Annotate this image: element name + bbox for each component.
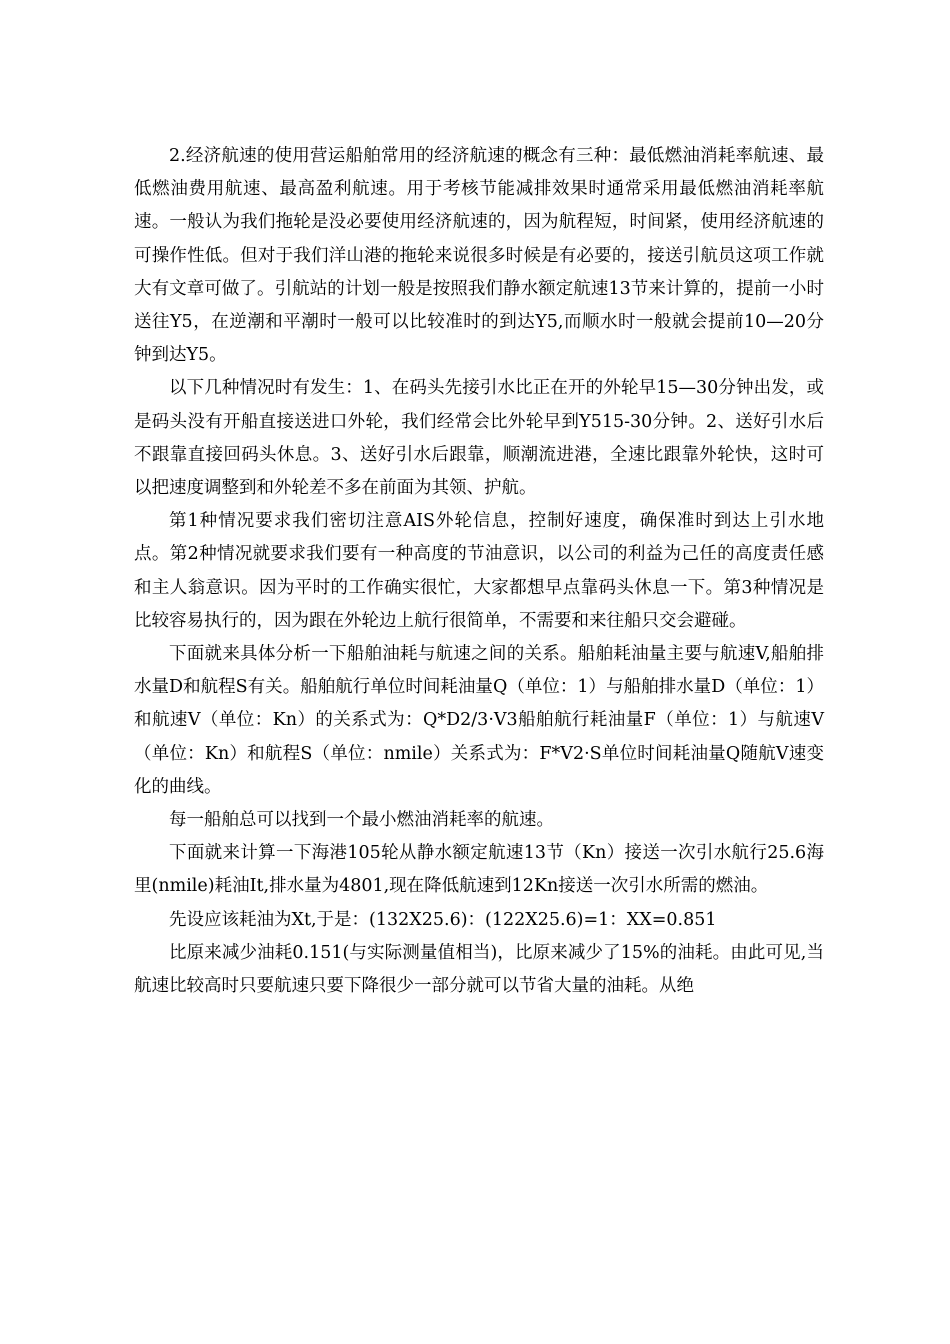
paragraph-min-consumption: 每一船舶总可以找到一个最小燃油消耗率的航速。 (169, 810, 554, 831)
paragraph-fuel-speed-relation: 下面就来具体分析一下船舶油耗与航速之间的关系。船舶耗油量主要与航速V,船舶排水量D和航程S有关。船舶航行单位时间耗油量Q（单位：1）与船舶排水量D（单位：1）和航速V（单位：Kn）的关系式为：Q*D2/3·V3船舶航行耗油量F（单位：1）与航速V（单位：Kn）和航程S（单位：nmile）关系式为：F*V2·S单位时间耗油量Q随航V速变化的曲线。 (134, 644, 824, 797)
paragraph-conclusion: 比原来减少油耗0.151(与实际测量值相当)，比原来减少了15%的油耗。由此可见,当航速比较高时只要航速只要下降很少一部分就可以节省大量的油耗。从绝 (134, 942, 824, 997)
paragraph-calculation-intro: 下面就来计算一下海港105轮从静水额定航速13节（Kn）接送一次引水航行25.6海里(nmile)耗油It,排水量为4801,现在降低航速到12Kn接送一次引水所需的燃油。 (134, 843, 824, 897)
paragraph-economic-speed: 2.经济航速的使用营运船舶常用的经济航速的概念有三种：最低燃油消耗率航速、最低燃油费用航速、最高盈利航速。用于考核节能减排效果时通常采用最低燃油消耗率航速。一般认为我们拖轮是没必要使用经济航速的，因为航程短，时间紧，使用经济航速的可操作性低。但对于我们洋山港的拖轮来说很多时候是有必要的，接送引航员这项工作就大有文章可做了。引航站的计划一般是按照我们静水额定航速13节来计算的，提前一小时送往Y5，在逆潮和平潮时一般可以比较准时的到达Y5,而顺水时一般就会提前10—20分钟到达Y5。 (134, 146, 824, 366)
document-page (134, 140, 824, 1003)
paragraph-calculation-formula: 先设应该耗油为Xt,于是：(132X25.6)：(122X25.6)=1：XX=0.851 (169, 909, 717, 930)
paragraph-situations: 以下几种情况时有发生：1、在码头先接引水比正在开的外轮早15—30分钟出发，或是码头没有开船直接送进口外轮，我们经常会比外轮早到Y515-30分钟。2、送好引水后不跟靠直接回码头休息。3、送好引水后跟靠，顺潮流进港，全速比跟靠外轮快，这时可以把速度调整到和外轮差不多在前面为其领、护航。 (134, 378, 824, 499)
paragraph-situation-analysis: 第1种情况要求我们密切注意AIS外轮信息，控制好速度，确保准时到达上引水地点。第2种情况就要求我们要有一种高度的节油意识，以公司的利益为己任的高度责任感和主人翁意识。因为平时的工作确实很忙，大家都想早点靠码头休息一下。第3种情况是比较容易执行的，因为跟在外轮边上航行很简单，不需要和来往船只交会避碰。 (134, 511, 824, 631)
